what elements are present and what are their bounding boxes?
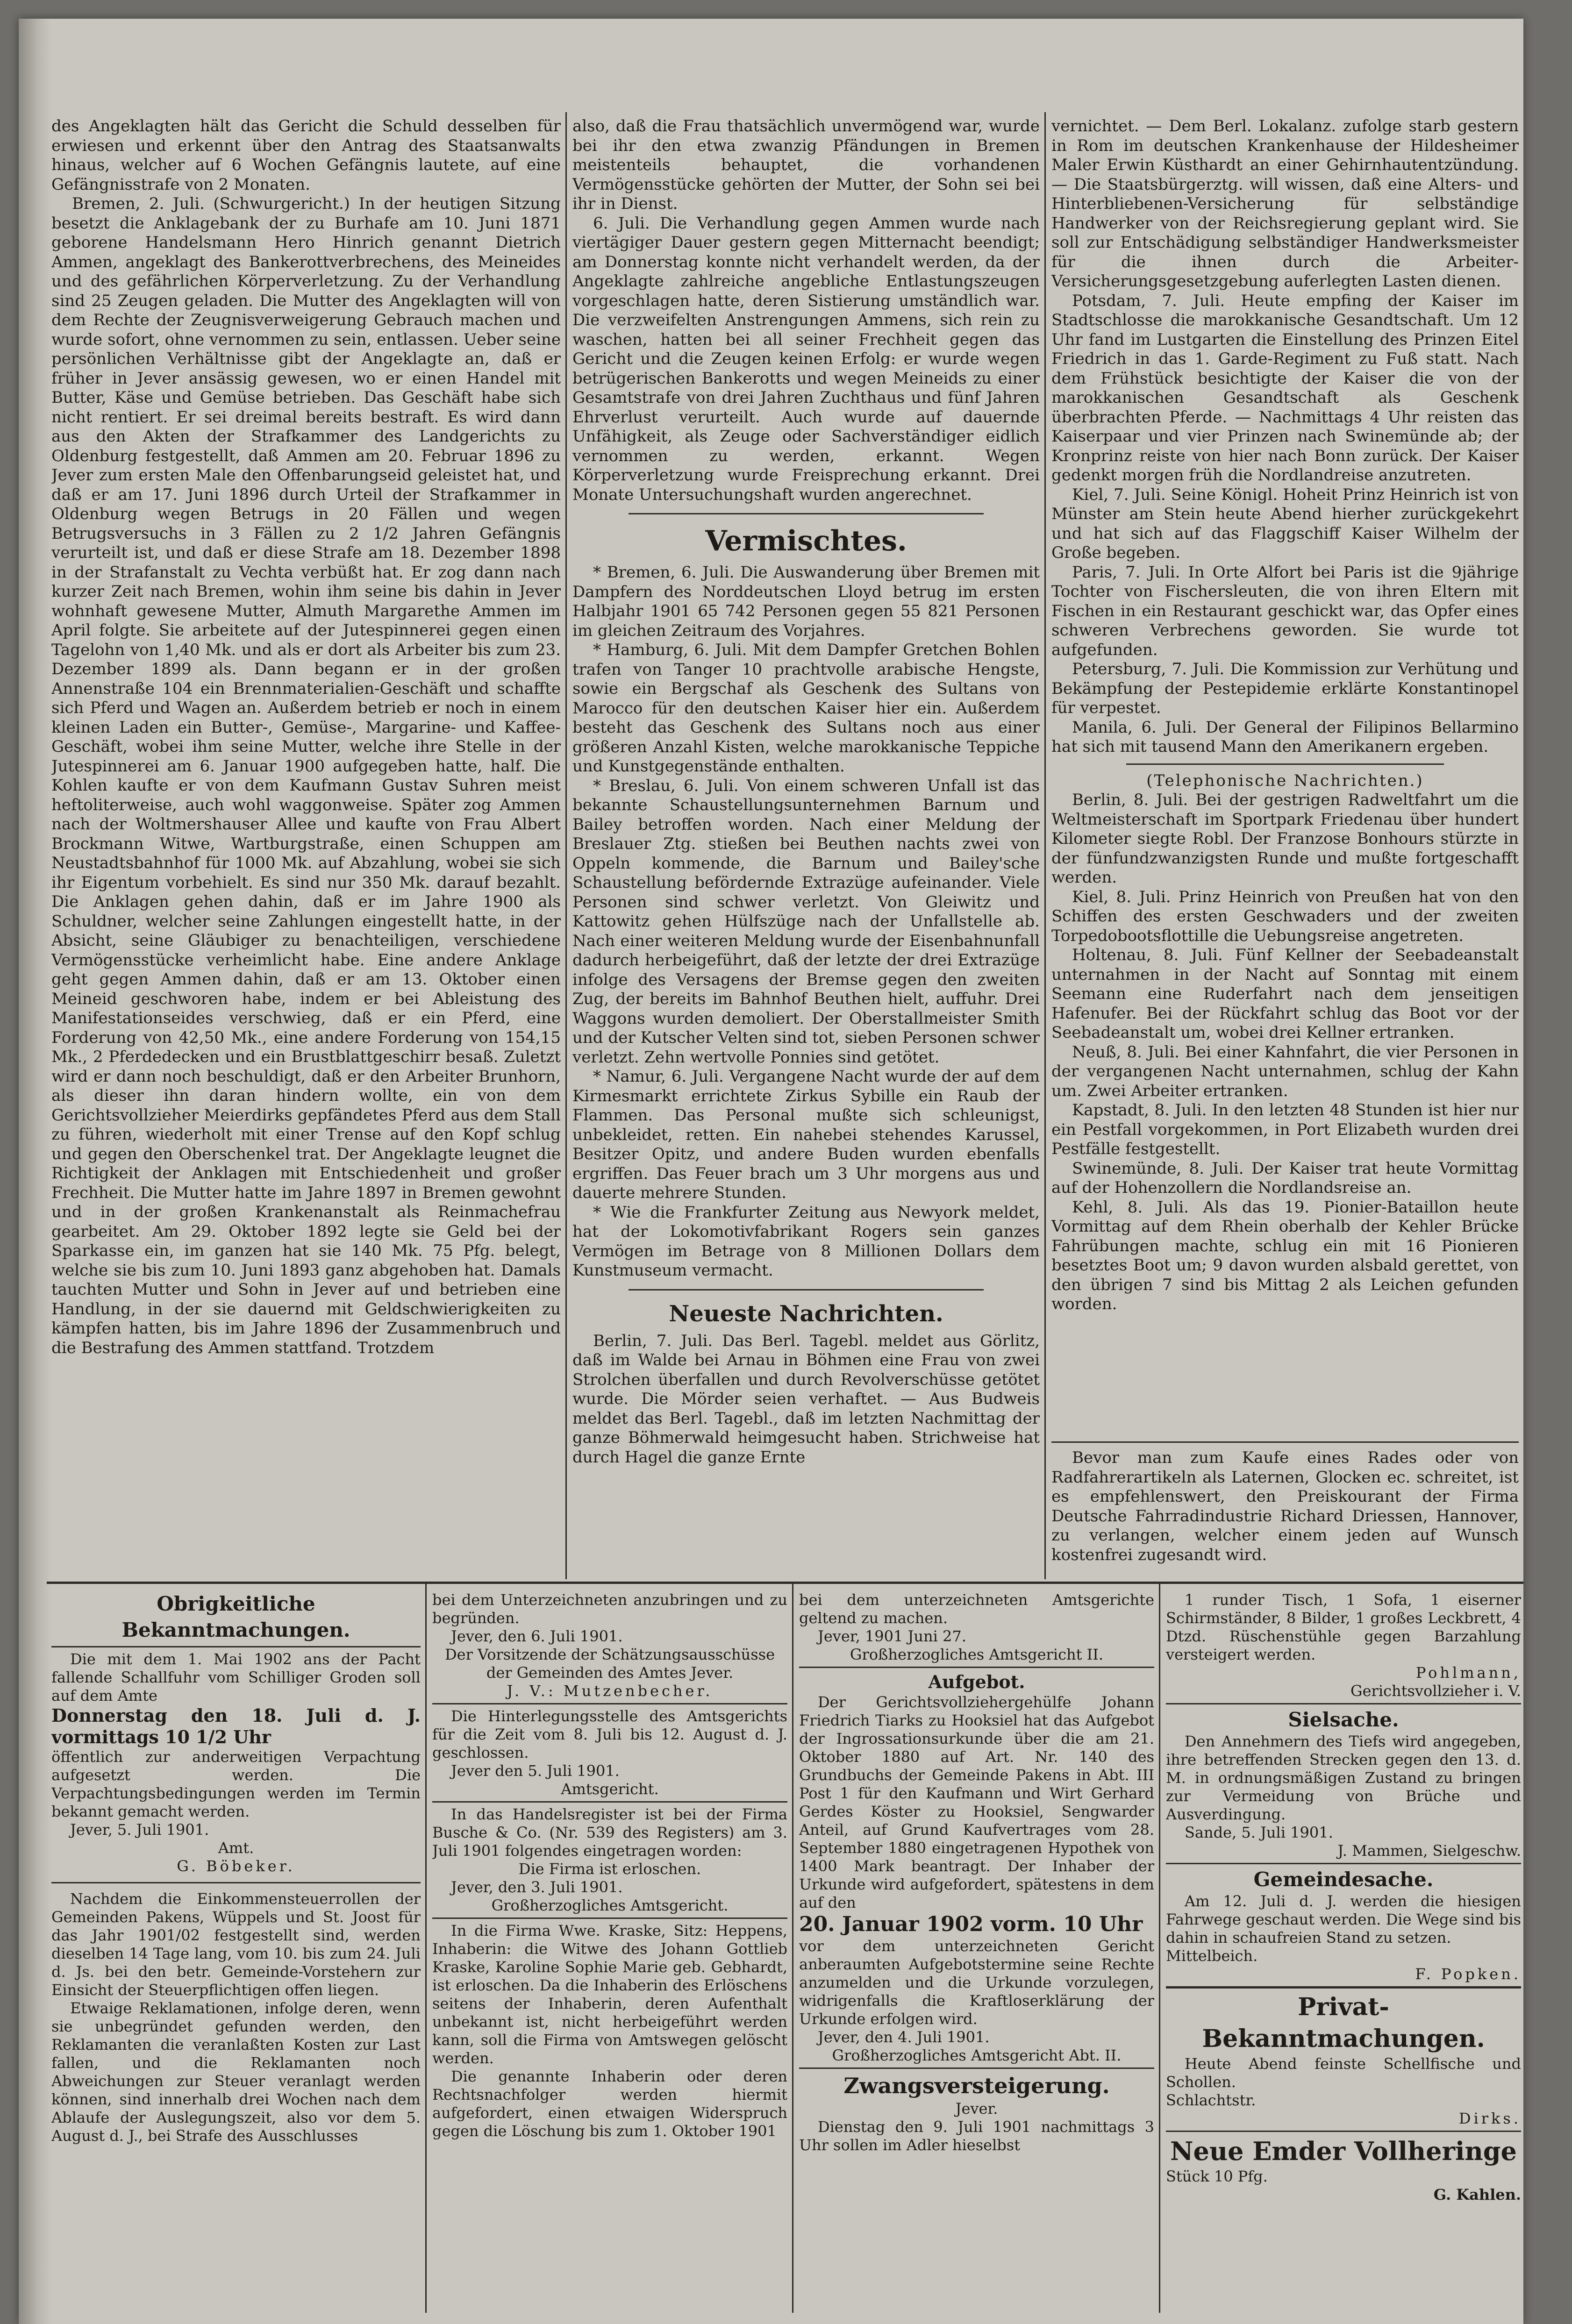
paragraph: Kiel, 7. Juli. Seine Königl. Hoheit Prinz Heinrich ist von Münster am Stein heute Abend hierher zurückgekehrt und hat sich auf das Flaggschiff Kaiser Wilhelm der Große begeben. <box>1051 485 1519 562</box>
section-title-zwangsversteigerung: Zwangsversteigerung. <box>843 2073 1110 2098</box>
paragraph: 1 runder Tisch, 1 Sofa, 1 eiserner Schirmständer, 8 Bilder, 1 großes Leckbrett, 4 Dtzd. Rüschenstühle gegen Barzahlung versteigert werden. <box>1166 1591 1521 1663</box>
signature: J. V.: Mutzenbecher. <box>507 1682 713 1700</box>
column-rule <box>425 1584 427 2313</box>
divider <box>1051 1441 1519 1443</box>
paragraph: Berlin, 7. Juli. Das Berl. Tagebl. meldet aus Görlitz, daß im Walde bei Arnau in Böhmen eine Frau von zwei Strolchen überfallen und durch Revolverschüsse getötet wurde. Die Mörder seien verhaftet. — Aus Budweis meldet das Berl. Tagebl., daß im letzten Nachmittag der ganze Böhmerwald heimgesucht haben. Strichweise hat durch Hagel die ganze Ernte <box>572 1331 1040 1467</box>
divider <box>629 513 984 514</box>
paragraph: Bevor man zum Kaufe eines Rades oder von Radfahrerartikeln als Laternen, Glocken ec. schreitet, ist es empfehlenswert, den Preiskourant der Firma Deutsche Fahrradindustrie Richard Driessen, Hannover, zu verlangen, welcher einem jeden auf Wunsch kostenfrei zugesandt wird. <box>1051 1448 1519 1564</box>
paragraph: * Breslau, 6. Juli. Von einem schweren Unfall ist das bekannte Schaustellungsunternehmen Barnum und Bailey betroffen worden. Nach einer Meldung der Breslauer Ztg. stießen bei Beuthen nachts zwei von Oppeln kommende, die Barnum und Bailey'sche Schaustellung befördernde Extrazüge aufeinander. Viele Personen sind schwer verletzt. Von Gleiwitz und Kattowitz gehen Hülfszüge nach der Unfallstelle ab. Nach einer weiteren Meldung wurde der Eisenbahnunfall dadurch herbeigeführt, daß der letzte der drei Extrazüge infolge des Versagens der Bremse gegen den zweiten Zug, der bereits im Bahnhof Beuthen hielt, auffuhr. Drei Waggons wurden demoliert. Der Oberstallmeister Smith und der Kutscher Velten sind tot, sieben Personen schwer verletzt. Zehn wertvolle Ponnies sind getötet. <box>572 776 1040 1067</box>
divider <box>799 2067 1154 2069</box>
paragraph: Den Annehmern des Tiefs wird angegeben, ihre betreffenden Strecken gegen den 13. d. M. in ordnungsmäßigen Zustand zu bringen zur Vermeidung von Brüche und Ausverdingung. <box>1166 1732 1521 1823</box>
section-rule <box>47 1582 1523 1584</box>
paragraph: * Wie die Frankfurter Zeitung aus Newyork meldet, hat der Lokomotivfabrikant Rogers sein ganzes Vermögen im Betrage von 8 Millionen Dollars dem Kunstmuseum vermacht. <box>572 1203 1040 1280</box>
paragraph: * Namur, 6. Juli. Vergangene Nacht wurde der auf dem Kirmesmarkt errichtete Zirkus Sybille ein Raub der Flammen. Das Personal mußte sich schleunigst, unbekleidet, retten. Ein nahebei stehendes Karussel, Besitzer Opitz, und andere Buden wurden ebenfalls ergriffen. Das Feuer brach um 3 Uhr morgens aus und dauerte mehrere Stunden. <box>572 1067 1040 1202</box>
paragraph: Die genannte Inhaberin oder deren Rechtsnachfolger werden hiermit aufgefordert, einen etwaigen Widerspruch gegen die Löschung bis zum 1. Oktober 1901 <box>432 2067 787 2140</box>
obrigkeitliche-column <box>51 1591 421 2315</box>
column-rule <box>792 1584 793 2313</box>
date-line: Jever, den 4. Juli 1901. <box>818 2028 990 2046</box>
place-line: Jever. <box>955 2100 998 2117</box>
paragraph: Der Gerichtsvollziehergehülfe Johann Friedrich Tiarks zu Hooksiel hat das Aufgebot der Ingrossationsurkunde über die am 21. Oktober 1880 auf Art. Nr. 140 des Grundbuchs der Gemeinde Pakens in Abt. III Post 1 für den Kaufmann und Wirt Gerhard Gerdes Köster zu Hooksiel, Sengwarder Anteil, auf Grund Kaufvertrages vom 28. September 1880 eingetragenen Hypothek von 1400 Mark beantragt. Der Inhaber der Urkunde wird aufgefordert, spätestens in dem auf den <box>799 1693 1154 1911</box>
divider <box>432 1918 787 1919</box>
signature: F. Popken. <box>1415 1965 1521 1983</box>
paragraph: Berlin, 8. Juli. Bei der gestrigen Radweltfahrt um die Weltmeisterschaft im Sportpark Friedenau über hundert Kilometer siegte Robl. Der Franzose Bonhours stürzte in der fünfundzwanzigsten Runde und mußte fortgeschafft werden. <box>1051 791 1519 887</box>
date-line: 20. Januar 1902 vorm. 10 Uhr <box>799 1912 1143 1936</box>
signature: Pohlmann, <box>1415 1664 1521 1682</box>
section-title-obrigkeitliche: Obrigkeitliche Bekanntmachungen. <box>121 1592 350 1641</box>
divider <box>1166 1863 1521 1864</box>
paragraph: des Angeklagten hält das Gericht die Schuld desselben für erwiesen und erkennt über den Antrag des Staatsanwalts hinaus, welcher auf 6 Wochen Gefängnis lautete, auf eine Gefängnisstrafe von 2 Monaten. <box>51 117 561 194</box>
notices-column-c <box>799 1591 1154 2315</box>
divider <box>51 1882 421 1883</box>
paragraph: In die Firma Wwe. Kraske, Sitz: Heppens, Inhaberin: die Witwe des Johann Gottlieb Kraske, Karoline Sophie Marie geb. Gebhardt, ist erloschen. Da die Inhaberin des Erlöschens seitens der Inhaberin, deren Aufenthalt unbekannt ist, nicht herbeigeführt werden kann, soll die Firma von Amtswegen gelöscht werden. <box>432 1922 787 2067</box>
section-title-gemeindesache: Gemeindesache. <box>1253 1868 1434 1891</box>
date-line: Donnerstag den 18. Juli d. J. vormittags 10 1/2 Uhr <box>51 1705 421 1747</box>
date-line: Jever, 5. Juli 1901. <box>70 1821 209 1839</box>
paragraph: Potsdam, 7. Juli. Heute empfing der Kaiser im Stadtschlosse die marokkanische Gesandtschaft. Um 12 Uhr fand im Lustgarten die Einstellung des Prinzen Eitel Friedrich in das 1. Garde-Regiment zu Fuß statt. Nach dem Frühstück besichtigte der Kaiser die von der marokkanischen Gesandtschaft als Geschenk überbrachten Pferde. — Nachmittags 4 Uhr reisten das Kaiserpaar und vier Prinzen nach Swinemünde ab; der Kronprinz reiste von hier nach Bonn zurück. Der Kaiser gedenkt morgen früh die Nordlandreise anzutreten. <box>1051 291 1519 485</box>
newspaper-page <box>19 19 1523 2324</box>
paragraph: 6. Juli. Die Verhandlung gegen Ammen wurde nach viertägiger Dauer gestern gegen Mitternacht beendigt; am Donnerstag konnte nicht verhandelt werden, da der Angeklagte zahlreiche angebliche Entlastungszeugen vorgeschlagen hatte, deren Sistierung umständlich war. Die verzweifelten Anstrengungen Ammens, sich rein zu waschen, hatten bei all seiner Frechheit gegen das Gericht und die Zeugen keinen Erfolg: er wurde wegen betrügerischen Bankerotts und wegen Meineids zu einer Gesamtstrafe von drei Jahren Zuchthaus und fünf Jahren Ehrverlust verurteilt. Auch wurde auf dauernde Unfähigkeit, als Zeuge oder Sachverständiger eidlich vernommen zu werden, erkannt. Wegen Körperverletzung wurde Freisprechung erkannt. Drei Monate Untersuchungshaft wurden angerechnet. <box>572 214 1040 504</box>
divider <box>1166 1986 1521 1989</box>
paragraph: Kapstadt, 8. Juli. In den letzten 48 Stunden ist hier nur ein Pestfall vorgekommen, in Port Elizabeth wurden drei Pestfälle festgestellt. <box>1051 1101 1519 1158</box>
notices-column-b <box>432 1591 787 2315</box>
column-rule <box>565 112 567 1579</box>
section-title-neueste: Neueste Nachrichten. <box>669 1300 943 1327</box>
divider <box>51 1646 421 1647</box>
paragraph: Manila, 6. Juli. Der General der Filipinos Bellarmino hat sich mit tausend Mann den Amerikanern ergeben. <box>1051 718 1519 756</box>
paragraph: Swinemünde, 8. Juli. Der Kaiser trat heute Vormittag auf der Hohenzollern die Nordlandsreise an. <box>1051 1159 1519 1197</box>
paragraph: Am 12. Juli d. J. werden die hiesigen Fahrwege geschaut werden. Die Wege sind bis dahin in schaufreien Stand zu setzen. <box>1166 1892 1521 1946</box>
signature: J. Mammen, Sielgeschw. <box>1337 1842 1521 1860</box>
date-line: Jever den 5. Juli 1901. <box>451 1762 620 1780</box>
section-title-telephonische: (Telephonische Nachrichten.) <box>1146 771 1424 790</box>
paragraph: Die Hinterlegungsstelle des Amtsgerichts für die Zeit vom 8. Juli bis 12. August d. J. geschlossen. <box>432 1707 787 1761</box>
rad-notice <box>1051 1448 1519 1579</box>
paragraph: vor dem unterzeichneten Gericht anberaumten Aufgebotstermine seine Rechte anzumelden und die Urkunde vorzulegen, widrigenfalls die Kraftloserklärung der Urkunde erfolgen wird. <box>799 1937 1154 2028</box>
ad-title-emder-vollheringe: Neue Emder Vollheringe <box>1170 2136 1517 2166</box>
authority: Gerichtsvollzieher i. V. <box>1350 1682 1521 1700</box>
paragraph: Paris, 7. Juli. In Orte Alfort bei Paris ist die 9jährige Tochter von Fischersleuten, die von ihren Eltern mit Fischen in ein Restaurant geschickt war, das Opfer eines schweren Verbrechens geworden. Sie wurde tot aufgefunden. <box>1051 563 1519 659</box>
authority: Großherzogliches Amtsgericht. <box>491 1896 729 1914</box>
divider <box>432 1801 787 1803</box>
paragraph: Heute Abend feinste Schellfische und Schollen. <box>1166 2055 1521 2091</box>
divider <box>1166 2131 1521 2132</box>
divider <box>1126 763 1444 765</box>
signature: G. Böbeker. <box>177 1857 295 1875</box>
authority: Amt. <box>218 1839 254 1857</box>
section-title-sielsache: Sielsache. <box>1288 1708 1399 1731</box>
paragraph: Dienstag den 9. Juli 1901 nachmittags 3 Uhr sollen im Adler hieselbst <box>799 2118 1154 2154</box>
paragraph: Holtenau, 8. Juli. Fünf Kellner der Seebadeanstalt unternahmen in der Nacht auf Sonntag mit einem Seemann eine Ruderfahrt nach dem jenseitigen Hafenufer. Bei der Rückfahrt schlug das Boot vor der Seebadeanstalt um, wobei drei Kellner ertranken. <box>1051 946 1519 1042</box>
paragraph: Nachdem die Einkommensteuerrollen der Gemeinden Pakens, Wüppels und St. Joost für das Jahr 1901/02 festgestellt sind, werden dieselben 14 Tage lang, vom 10. bis zum 24. Juli d. Js. bei den betr. Gemeinde-Vorstehern zur Einsicht der Steuerpflichtigen offen liegen. <box>51 1890 421 1999</box>
paragraph: In das Handelsregister ist bei der Firma Busche & Co. (Nr. 539 des Registers) am 3. Juli 1901 folgendes eingetragen worden: <box>432 1805 787 1860</box>
place-line: Mittelbeich. <box>1166 1947 1258 1965</box>
divider <box>629 1289 984 1290</box>
section-title-privat: Privat-Bekanntmachungen. <box>1202 1993 1485 2053</box>
paragraph: vernichtet. — Dem Berl. Lokalanz. zufolge starb gestern in Rom im deutschen Krankenhause der Hildesheimer Maler Erwin Küsthardt an einer Gehirnhautentzündung. — Die Staatsbürgerztg. will wissen, daß eine Alters- und Hinterbliebenen-Versicherung für selbständige Handwerker von der Reichsregierung geplant wird. Sie soll zur Entschädigung selbständiger Handwerksmeister für die ihnen durch die Arbeiter-Versicherungsgesetzgebung auferlegten Lasten dienen. <box>1051 117 1519 291</box>
paragraph: bei dem unterzeichneten Amtsgerichte geltend zu machen. <box>799 1591 1154 1627</box>
section-title-aufgebot: Aufgebot. <box>928 1671 1025 1692</box>
column-rule <box>1159 1584 1160 2313</box>
notices-column-d <box>1166 1591 1521 2315</box>
place-line: Schlachtstr. <box>1166 2091 1256 2109</box>
page-fold-shadow <box>19 19 51 2324</box>
authority: Der Vorsitzende der Schätzungsausschüsse der Gemeinden des Amtes Jever. <box>444 1646 775 1682</box>
column-rule <box>1044 112 1046 1579</box>
column-3 <box>1051 117 1519 1439</box>
authority: Amtsgericht. <box>561 1780 659 1798</box>
price-line: Stück 10 Pfg. <box>1166 2167 1268 2185</box>
authority: Großherzogliches Amtsgericht II. <box>850 1646 1104 1663</box>
signature: Dirks. <box>1458 2110 1521 2127</box>
paragraph: Kehl, 8. Juli. Als das 19. Pionier-Bataillon heute Vormittag auf dem Rhein oberhalb der Kehler Brücke Fahrübungen machte, schlug ein mit 16 Pionieren besetztes Boot um; 9 davon wurden alsbald gerettet, von den übrigen 7 sind bis Mittag 2 als Leichen gefunden worden. <box>1051 1198 1519 1313</box>
paragraph: Kiel, 8. Juli. Prinz Heinrich von Preußen hat von den Schiffen des ersten Geschwaders und der zweiten Torpedobootsflottille die Uebungsreise angetreten. <box>1051 887 1519 945</box>
paragraph: öffentlich zur anderweitigen Verpachtung aufgesetzt werden. Die Verpachtungsbedingungen werden im Termin bekannt gemacht werden. <box>51 1748 421 1820</box>
column-1 <box>51 117 561 1561</box>
divider <box>799 1667 1154 1668</box>
paragraph: Petersburg, 7. Juli. Die Kommission zur Verhütung und Bekämpfung der Pestepidemie erklärte Konstantinopel für verpestet. <box>1051 660 1519 717</box>
divider <box>432 1703 787 1704</box>
date-line: Jever, den 3. Juli 1901. <box>451 1878 623 1896</box>
paragraph: Die mit dem 1. Mai 1902 ans der Pacht fallende Schallfuhr vom Schilliger Groden soll auf dem Amte <box>51 1650 421 1704</box>
paragraph: Bremen, 2. Juli. (Schwurgericht.) In der heutigen Sitzung besetzt die Anklagebank der zu Burhafe am 10. Juni 1871 geborene Handelsmann Hero Hinrich genannt Dietrich Ammen, angeklagt des Bankerottverbrechens, des Meineides und des gefährlichen Körperverletzung. Zu der Verhandlung sind 25 Zeugen geladen. Die Mutter des Angeklagten will von dem Rechte der Zeugnisverweigerung Gebrauch machen und wurde sofort, ohne vernommen zu sein, entlassen. Ueber seine persönlichen Verhältnisse gibt der Angeklagte an, daß er früher in Jever ansässig gewesen, wo er einen Handel mit Butter, Käse und Gemüse betrieben. Das Geschäft habe sich nicht rentiert. Er sei dreimal bereits bestraft. Es wird dann aus den Akten der Strafkammer des Landgerichts zu Oldenburg festgestellt, daß Ammen am 20. Februar 1896 zu Jever zum ersten Male den Offenbarungseid geleistet hat, und daß er am 17. Juni 1896 durch Urteil der Strafkammer in Oldenburg wegen Betrugs in 20 Fällen und wegen Betrugsversuchs in 3 Fällen zu 2 1/2 Jahren Gefängnis verurteilt ist, und daß er diese Strafe am 18. Dezember 1898 in der Strafanstalt zu Vechta verbüßt hat. Er zog dann nach kurzer Zeit nach Bremen, wohin ihm seine bis dahin in Jever wohnhaft gewesene Mutter, Almuth Margarethe Ammen im April folgte. Sie arbeitete auf der Jutespinnerei gegen einen Tagelohn von 1,40 Mk. und als er dort als Arbeiter bis zum 23. Dezember 1899 als. Dann begann er in der großen Annenstraße 104 ein Brennmaterialien-Geschäft und schaffte sich Pferd und Wagen an. Außerdem betrieb er noch in einem kleinen Laden ein Butter-, Gemüse-, Margarine- und Kaffee-Geschäft, wobei ihm seine Mutter, welche ihre Stelle in der Jutespinnerei am 6. Januar 1900 aufgegeben hatte, half. Die Kohlen kaufte er von dem Kaufmann Gustav Suhren meist heftoliterweise, auch wohl waggonweise. Später zog Ammen nach der Woltmershauser Allee und kaufte von Frau Albert Brockmann Witwe, Wartburgstraße, einen Schuppen am Neustadtsbahnhof für 1000 Mk. auf Abzahlung, wobei sie sich ihr Eigentum vorbehielt. Es sind nur 350 Mk. darauf bezahlt. Die Anklagen gehen dahin, daß er im Jahre 1900 als Schuldner, welcher seine Zahlungen eingestellt hatte, in der Absicht, seine Gläubiger zu benachteiligen, verschiedene Vermögensstücke verheimlicht habe. Eine andere Anklage geht gegen Ammen dahin, daß er am 13. Oktober einen Meineid geschworen habe, indem er bei Ableistung des Manifestationseides verschwieg, daß er ein Pferd, eine Forderung von 42,50 Mk., eine andere Forderung von 154,15 Mk., 2 Pferdedecken und ein Brustblattgeschirr besaß. Zuletzt wird er dann noch beschuldigt, daß er den Arbeiter Brunhorn, als dieser ihn daran hindern wollte, ein von dem Gerichtsvollzieher Meierdirks gepfändetes Pferd aus dem Stall zu führen, wiederholt mit einer Trense auf den Kopf schlug und gegen den Oberschenkel trat. Der Angeklagte leugnet die Richtigkeit der Anklagen mit Entschiedenheit und großer Frechheit. Die Mutter hatte im Jahre 1897 in Bremen gewohnt und in der großen Krankenanstalt als Reinmachefrau gearbeitet. Am 29. Oktober 1892 legte sie Geld bei der Sparkasse ein, im ganzen hat sie 140 Mk. 75 Pfg. belegt, welche sie bis zum 10. Juni 1893 ganz abgehoben hat. Damals tauchten Mutter und Sohn in Jever auf und betrieben eine Handlung, in der sie dauernd mit Geldschwierigkeiten zu kämpfen hatten, bis im Jahre 1896 der Zusammenbruch und die Bestrafung des Ammen stattfand. Trotzdem <box>51 194 561 1357</box>
paragraph: Neuß, 8. Juli. Bei einer Kahnfahrt, die vier Personen in der vergangenen Nacht unternahmen, schlug der Kahn um. Zwei Arbeiter ertranken. <box>1051 1042 1519 1100</box>
date-line: Jever, den 6. Juli 1901. <box>451 1627 623 1645</box>
column-2 <box>572 117 1040 1575</box>
date-line: Sande, 5. Juli 1901. <box>1185 1824 1333 1841</box>
divider <box>1166 1703 1521 1704</box>
paragraph: bei dem Unterzeichneten anzubringen und zu begründen. <box>432 1591 787 1627</box>
paragraph: * Hamburg, 6. Juli. Mit dem Dampfer Gretchen Bohlen trafen von Tanger 10 prachtvolle arabische Hengste, sowie ein Bergschaf als Geschenk des Sultans von Marocco für den deutschen Kaiser hier ein. Außerdem besteht das Geschenk des Sultans noch aus einer größeren Anzahl Kisten, welche marokkanische Teppiche und Kunstgegenstände enthalten. <box>572 641 1040 776</box>
section-title-vermischtes: Vermischtes. <box>705 525 907 557</box>
paragraph: also, daß die Frau thatsächlich unvermögend war, wurde bei ihr den etwa zwanzig Pfändungen in Bremen meistenteils behauptet, die vorhandenen Vermögensstücke gehörten der Mutter, der Sohn sei bei ihr in Dienst. <box>572 117 1040 213</box>
paragraph: Die Firma ist erloschen. <box>518 1860 701 1878</box>
authority: Großherzogliches Amtsgericht Abt. II. <box>832 2046 1122 2064</box>
paragraph: Etwaige Reklamationen, infolge deren, wenn sie unbegründet gefunden werden, den Reklamanten die veranlaßten Kosten zur Last fallen, und die Reklamanten noch Abweichungen zur Steuer veranlagt werden können, sind innerhalb drei Wochen nach dem Ablaufe der Auslegungszeit, also vor dem 5. August d. J., bei Strafe des Ausschlusses <box>51 1999 421 2145</box>
paragraph: * Bremen, 6. Juli. Die Auswanderung über Bremen mit Dampfern des Norddeutschen Lloyd betrug im ersten Halbjahr 1901 65 742 Personen gegen 55 821 Personen im gleichen Zeitraum des Vorjahres. <box>572 563 1040 640</box>
date-line: Jever, 1901 Juni 27. <box>818 1627 966 1645</box>
signature: G. Kahlen. <box>1433 2186 1521 2203</box>
